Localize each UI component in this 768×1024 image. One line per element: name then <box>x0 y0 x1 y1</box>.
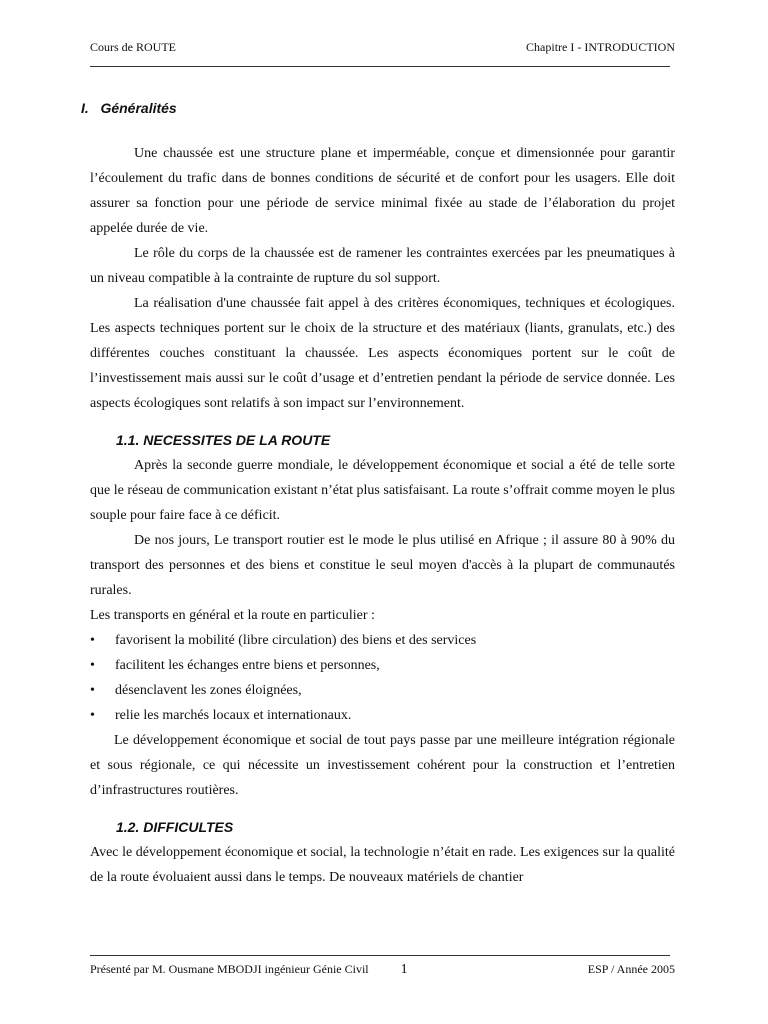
list-item <box>90 628 675 653</box>
list-item <box>90 703 675 728</box>
page-header <box>90 40 675 55</box>
page-footer <box>90 962 675 978</box>
header-chapter-title: Chapitre I - INTRODUCTION <box>526 40 675 54</box>
section-number: I. <box>81 100 89 116</box>
intro-paragraph-2: Le rôle du corps de la chaussée est de ramener les contraintes exercées par les pneumatiques à un niveau compatible à la contrainte de rupture du sol support. <box>90 246 675 286</box>
bullet-icon: • <box>90 683 95 698</box>
list-item <box>90 678 675 703</box>
document-body <box>81 96 675 890</box>
intro-paragraph-1: Une chaussée est une structure plane et imperméable, conçue et dimensionnée pour garantir l’écoulement du trafic dans de bonnes conditions de sécurité et de confort pour les usagers. Elle doit assurer sa fonction pour une période de service minimal fixée au stade de l’élaboration du projet appelée durée de vie. <box>90 146 675 236</box>
bullet-icon: • <box>90 658 95 673</box>
footer-author: Présenté par M. Ousmane MBODJI ingénieur Génie Civil <box>90 962 369 976</box>
necessites-paragraph-2: De nos jours, Le transport routier est le mode le plus utilisé en Afrique ; il assure 80 à 90% du transport des personnes et des biens et constitue le seul moyen d'accès à la plupart de communautés rurales. <box>90 533 675 598</box>
list-intro: Les transports en général et la route en particulier : <box>90 608 375 623</box>
list-item-text: favorisent la mobilité (libre circulation) des biens et des services <box>115 633 477 648</box>
subsection-heading-difficultes: 1.2. DIFFICULTES <box>116 819 234 835</box>
necessites-paragraph-1: Après la seconde guerre mondiale, le développement économique et social a été de telle sorte que le réseau de communication existant n’état plus satisfaisant. La route s’offrait comme moyen le plus souple pour faire face à ce déficit. <box>90 458 675 523</box>
page-number: 1 <box>400 962 408 977</box>
bullet-list <box>90 628 675 728</box>
footer-rule <box>90 955 670 956</box>
section-title: Généralités <box>100 100 177 116</box>
subsection-heading-necessites: 1.1. NECESSITES DE LA ROUTE <box>116 432 331 448</box>
necessites-closing-paragraph: Le développement économique et social de tout pays passe par une meilleure intégration régionale et sous régionale, ce qui nécessite un investissement cohérent pour la construction et l’entretien d’infrastructures routières. <box>90 733 675 798</box>
bullet-icon: • <box>90 633 95 648</box>
difficultes-paragraph: Avec le développement économique et social, la technologie n’était en rade. Les exigences sur la qualité de la route évoluaient aussi dans le temps. De nouveaux matériels de chantier <box>90 845 675 885</box>
list-item <box>90 653 675 678</box>
list-item-text: désenclavent les zones éloignées, <box>115 683 302 698</box>
bullet-icon: • <box>90 708 95 723</box>
list-item-text: facilitent les échanges entre biens et personnes, <box>115 658 380 673</box>
section-heading <box>81 96 675 121</box>
list-item-text: relie les marchés locaux et internationaux. <box>115 708 352 723</box>
footer-institution-year: ESP / Année 2005 <box>587 962 675 976</box>
intro-paragraph-3: La réalisation d'une chaussée fait appel à des critères économiques, techniques et écologiques. Les aspects techniques portent sur le choix de la structure et des matériaux (liants, granulats, etc.) des différentes couches constituant la chaussée. Les aspects économiques portent sur le coût de l’investissement mais aussi sur le coût d’usage et d’entretien pendant la période de service donnée. Les aspects écologiques sont relatifs à son impact sur l’environnement. <box>90 296 675 411</box>
header-rule <box>90 66 670 67</box>
header-course-title: Cours de ROUTE <box>90 40 176 54</box>
